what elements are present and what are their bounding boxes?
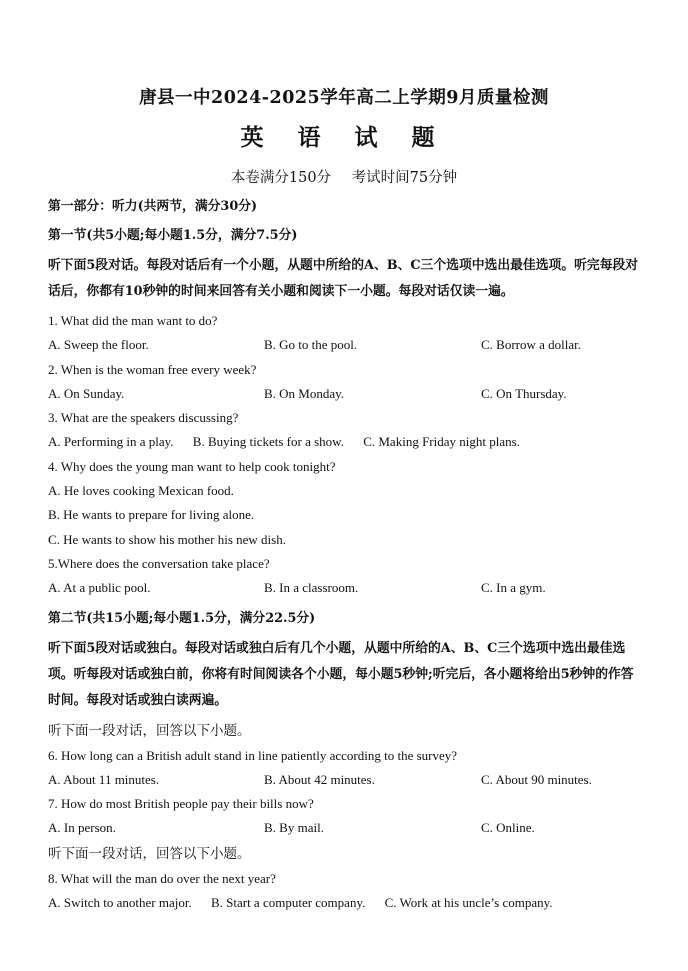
question-7-options (48, 816, 640, 840)
question-6: 6. How long can a British adult stand in line patiently according to the survey? (48, 747, 458, 763)
option-b: B. He wants to prepare for living alone. (48, 507, 255, 523)
part1-heading: 第一部分：听力(共两节，满分30分) (48, 199, 258, 214)
section1-heading: 第一节(共5小题;每小题1.5分，满分7.5分) (48, 228, 298, 243)
question-8-options (48, 891, 640, 915)
option-c: C. About 90 minutes. (481, 771, 592, 787)
option-a: A. Switch to another major. (48, 895, 192, 911)
dialogue-note: 听下面一段对话，回答以下小题。 (48, 722, 251, 739)
option-c: C. On Thursday. (481, 385, 567, 401)
option-b: B. Start a computer company. (210, 895, 366, 911)
option-a: A. He loves cooking Mexican food. (48, 483, 234, 499)
option-b: B. By mail. (264, 820, 324, 836)
dialogue-note: 听下面一段对话，回答以下小题。 (48, 845, 251, 862)
option-c: C. Making Friday night plans. (363, 434, 520, 450)
option-a: A. In person. (48, 820, 116, 836)
option-b: B. On Monday. (264, 385, 345, 401)
option-c: C. Borrow a dollar. (481, 337, 582, 353)
school-title: 唐县一中2024-2025学年高二上学期9月质量检测 (139, 88, 549, 108)
option-a: A. On Sunday. (48, 385, 125, 401)
question-2-options (48, 382, 640, 406)
question-3: 3. What are the speakers discussing? (48, 410, 239, 426)
exam-meta (48, 166, 640, 187)
question-1: 1. What did the man want to do? (48, 313, 218, 328)
question-7: 7. How do most British people pay their bills now? (48, 796, 314, 812)
question-2: 2. When is the woman free every week? (48, 361, 257, 377)
exam-time: 考试时间75分钟 (351, 170, 458, 186)
question-5: 5.Where does the conversation take place? (48, 555, 270, 571)
option-c: C. Work at his uncle’s company. (384, 895, 553, 911)
question-8: 8. What will the man do over the next year? (48, 870, 276, 886)
option-b: B. In a classroom. (264, 580, 359, 596)
section2-instructions: 听下面5段对话或独白。每段对话或独白后有几个小题，从题中所给的A、B、C三个选项中选出最佳选项。听每段对话或独白前，你将有时间阅读各个小题，每小题5秒钟;听完后，各小题将给出5秒钟的作答时间。每段对话或独白读两遍。 (48, 640, 634, 708)
option-c: C. Online. (481, 820, 535, 836)
question-1-options (48, 333, 640, 357)
option-b: B. About 42 minutes. (264, 771, 375, 787)
section1-instructions: 听下面5段对话。每段对话后有一个小题，从题中所给的A、B、C三个选项中选出最佳选项。听完每段对话后，你都有10秒钟的时间来回答有关小题和阅读下一小题。每段对话仅读一遍。 (48, 258, 639, 299)
option-a: A. Sweep the floor. (48, 337, 149, 353)
section2-heading: 第二节(共15小题;每小题1.5分，满分22.5分) (48, 610, 316, 626)
option-b: B. Go to the pool. (264, 337, 358, 353)
question-4: 4. Why does the young man want to help cook tonight? (48, 458, 336, 474)
option-a: A. About 11 minutes. (48, 771, 160, 787)
option-a: A. At a public pool. (48, 580, 151, 596)
question-6-options (48, 768, 640, 792)
option-c: C. He wants to show his mother his new dish. (48, 531, 286, 547)
question-3-options (48, 430, 640, 454)
full-score: 本卷满分150分 (230, 170, 332, 186)
option-a: A. Performing in a play. (48, 434, 174, 450)
subject-title: 英 语 试 题 (240, 124, 448, 151)
option-c: C. In a gym. (481, 580, 546, 596)
question-5-options (48, 576, 640, 600)
option-b: B. Buying tickets for a show. (192, 434, 344, 450)
